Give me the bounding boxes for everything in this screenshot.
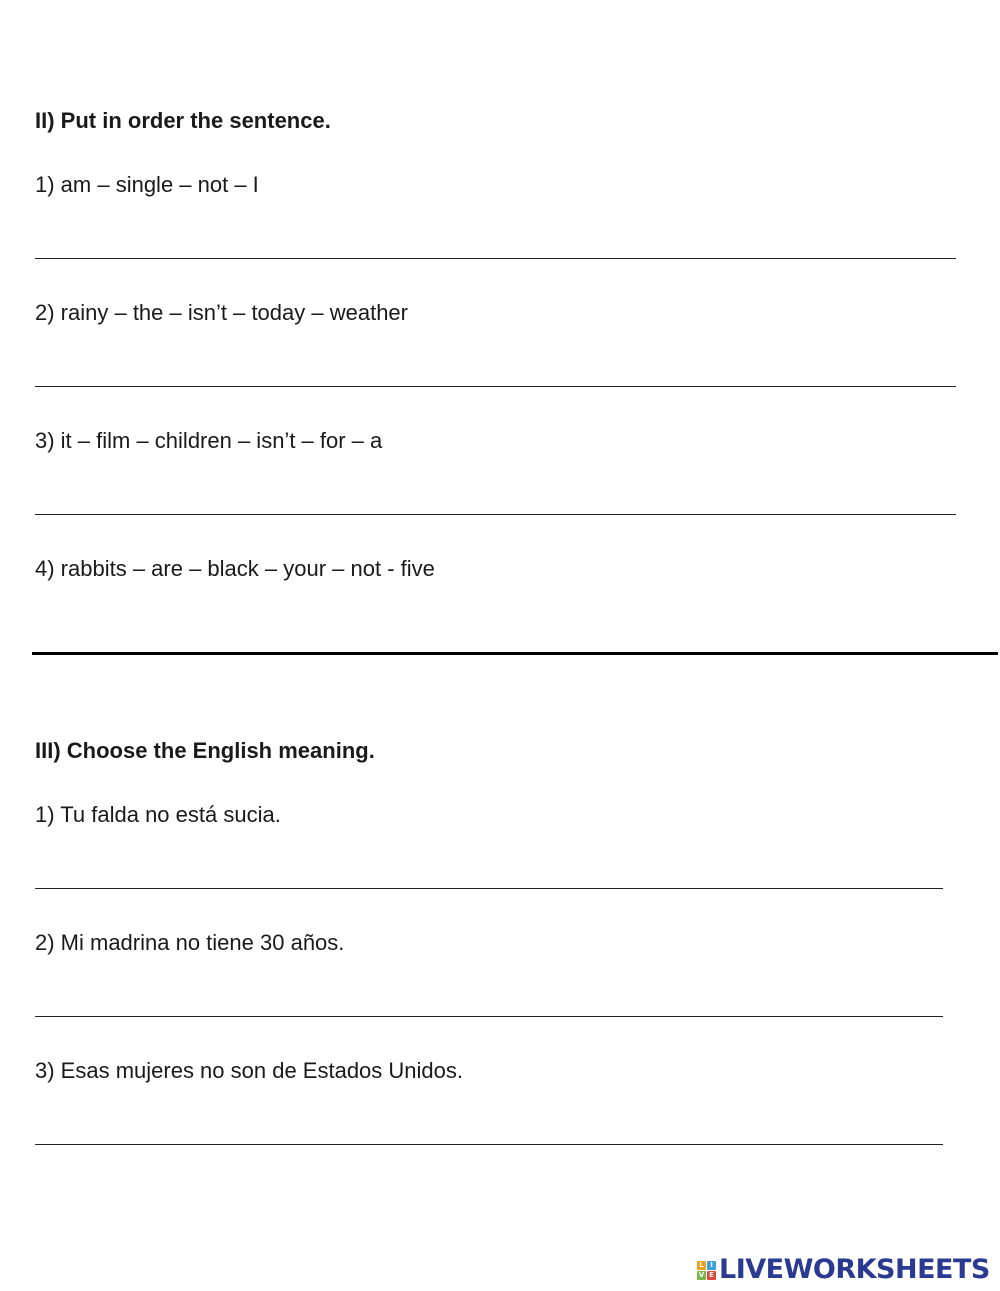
logo-block-e: E bbox=[707, 1271, 716, 1280]
answer-line-3-2[interactable] bbox=[35, 1016, 943, 1017]
question-2-1: 1) am – single – not – I bbox=[35, 172, 259, 197]
answer-line-2-4[interactable] bbox=[32, 652, 998, 655]
question-2-4: 4) rabbits – are – black – your – not - five bbox=[35, 556, 435, 581]
logo-block-v: V bbox=[698, 1270, 705, 1279]
question-3-2: 2) Mi madrina no tiene 30 años. bbox=[35, 930, 345, 955]
answer-line-3-1[interactable] bbox=[35, 888, 943, 889]
question-2-2: 2) rainy – the – isn’t – today – weather bbox=[35, 300, 408, 325]
section-3-heading: III) Choose the English meaning. bbox=[35, 738, 375, 763]
answer-line-3-3[interactable] bbox=[35, 1144, 943, 1145]
question-3-3: 3) Esas mujeres no son de Estados Unidos. bbox=[35, 1058, 464, 1083]
logo-block-i: I bbox=[707, 1261, 716, 1270]
answer-line-2-1[interactable] bbox=[35, 258, 956, 259]
answer-line-2-2[interactable] bbox=[35, 386, 956, 387]
liveworksheets-logo bbox=[697, 1255, 990, 1285]
question-2-3: 3) it – film – children – isn’t – for – a bbox=[35, 428, 383, 453]
answer-line-2-3[interactable] bbox=[35, 514, 956, 515]
logo-block-l: L bbox=[697, 1261, 706, 1270]
logo-text: LIVEWORKSHEETS bbox=[719, 1254, 990, 1285]
logo-blocks-icon bbox=[697, 1261, 716, 1280]
section-2-heading: II) Put in order the sentence. bbox=[35, 108, 331, 133]
question-3-1: 1) Tu falda no está sucia. bbox=[35, 802, 281, 827]
